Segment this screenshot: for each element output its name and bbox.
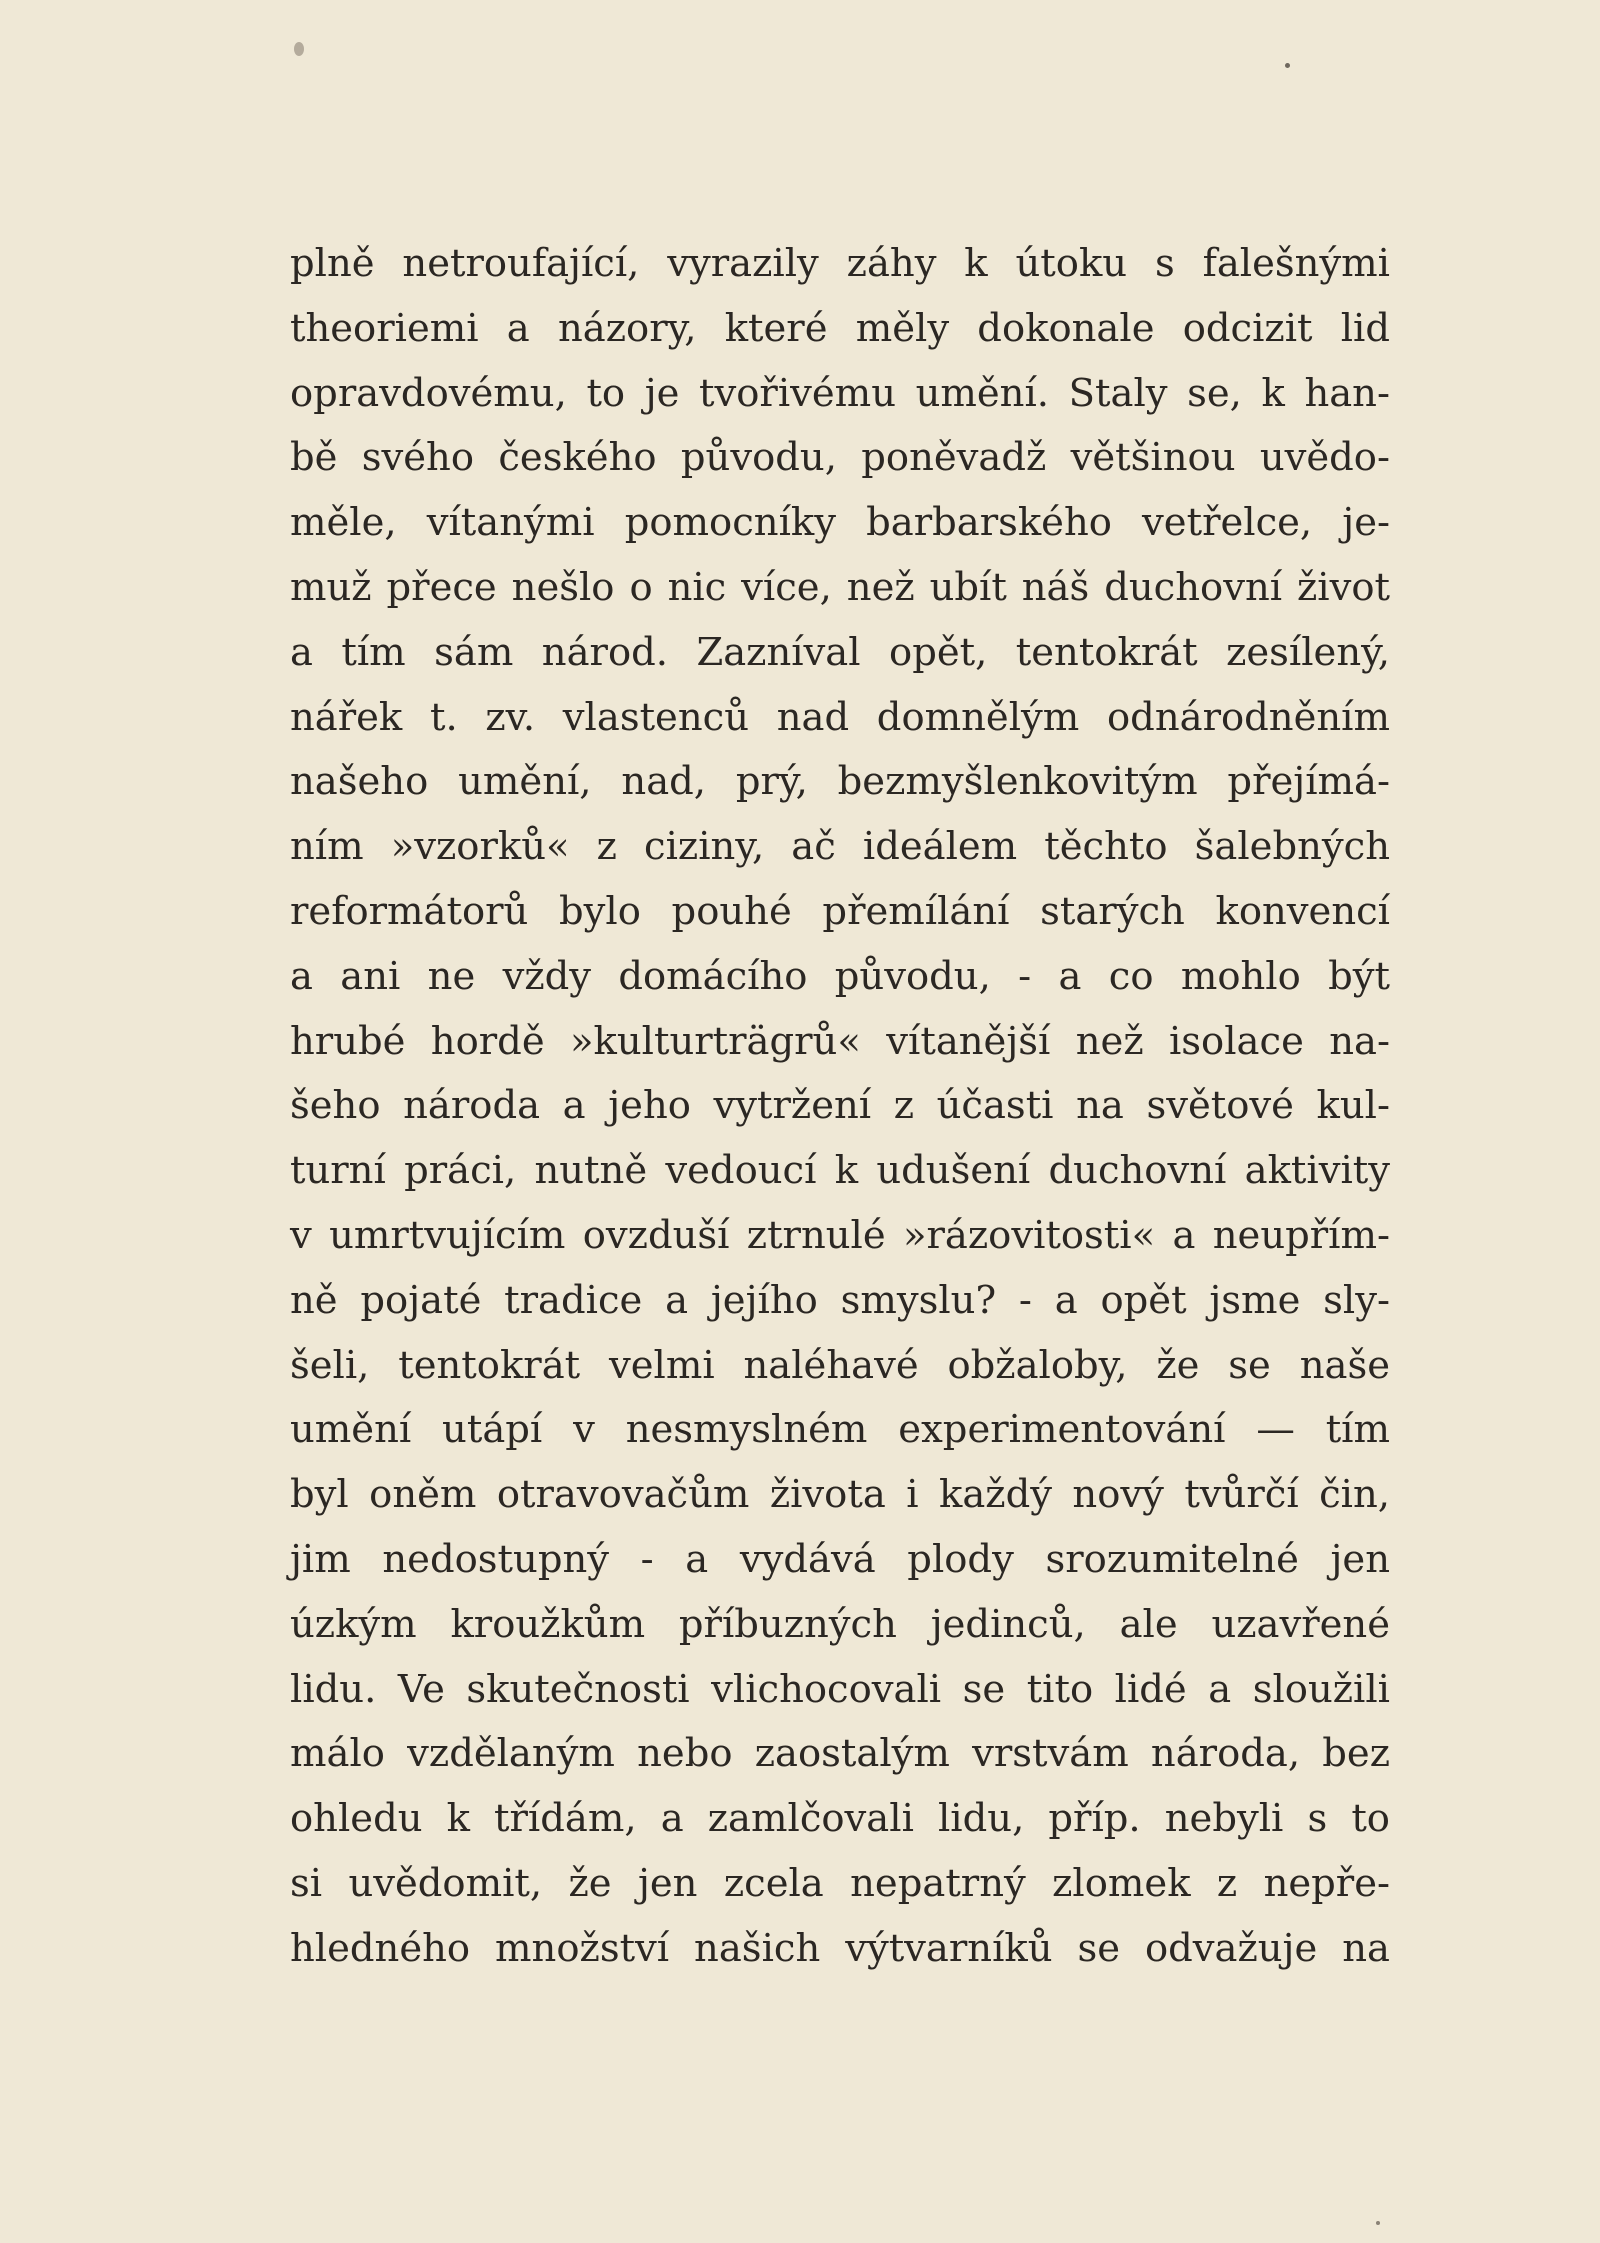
text-line: bě svého českého původu, poněvadž většinou uvědo- xyxy=(290,435,1390,481)
text-line: reformátorů bylo pouhé přemílání starých konvencí xyxy=(290,888,1390,934)
text-line: jim nedostupný - a vydává plody srozumitelné jen xyxy=(290,1536,1390,1582)
text-line: měle, vítanými pomocníky barbarského vetřelce, je- xyxy=(290,500,1390,546)
text-line: ně pojaté tradice a jejího smyslu? - a opět jsme sly- xyxy=(290,1277,1390,1323)
text-line: si uvědomit, že jen zcela nepatrný zlomek z nepře- xyxy=(290,1860,1390,1906)
text-line: turní práci, nutně vedoucí k udušení duchovní aktivity xyxy=(290,1148,1390,1194)
paper-speck xyxy=(294,42,304,56)
text-line: šeli, tentokrát velmi naléhavé obžaloby, že se naše xyxy=(290,1342,1390,1388)
text-line: hledného množství našich výtvarníků se odvažuje na xyxy=(290,1925,1390,1971)
text-line: byl oněm otravovačům života i každý nový tvůrčí čin, xyxy=(290,1472,1390,1518)
text-line: lidu. Ve skutečnosti vlichocovali se tito lidé a sloužili xyxy=(290,1666,1390,1712)
text-line: umění utápí v nesmyslném experimentování — tím xyxy=(290,1407,1390,1453)
text-line: úzkým kroužkům příbuzných jedinců, ale uzavřené xyxy=(290,1601,1390,1647)
text-line: málo vzdělaným nebo zaostalým vrstvám národa, bez xyxy=(290,1731,1390,1777)
text-line: theoriemi a názory, které měly dokonale odcizit lid xyxy=(290,305,1390,351)
text-line: v umrtvujícím ovzduší ztrnulé »rázovitosti« a neupřím- xyxy=(290,1212,1390,1258)
text-line: našeho umění, nad, prý, bezmyšlenkovitým přejímá- xyxy=(290,759,1390,805)
text-line: nářek t. zv. vlastenců nad domnělým odnárodněním xyxy=(290,694,1390,740)
text-line: opravdovému, to je tvořivému umění. Staly se, k han- xyxy=(290,370,1390,416)
body-text xyxy=(290,232,1390,1982)
text-line: muž přece nešlo o nic více, než ubít náš duchovní život xyxy=(290,564,1390,610)
text-line: ním »vzorků« z ciziny, ač ideálem těchto šalebných xyxy=(290,824,1390,870)
text-line: a tím sám národ. Zazníval opět, tentokrát zesílený, xyxy=(290,629,1390,675)
paper-speck xyxy=(1376,2221,1380,2225)
paper-speck xyxy=(1285,63,1290,68)
text-line: a ani ne vždy domácího původu, - a co mohlo být xyxy=(290,953,1390,999)
text-line: šeho národa a jeho vytržení z účasti na světové kul- xyxy=(290,1083,1390,1129)
text-line: hrubé hordě »kulturträgrů« vítanější než isolace na- xyxy=(290,1018,1390,1064)
text-line: plně netroufající, vyrazily záhy k útoku s falešnými xyxy=(290,241,1390,286)
text-line: ohledu k třídám, a zamlčovali lidu, příp. nebyli s to xyxy=(290,1796,1390,1842)
